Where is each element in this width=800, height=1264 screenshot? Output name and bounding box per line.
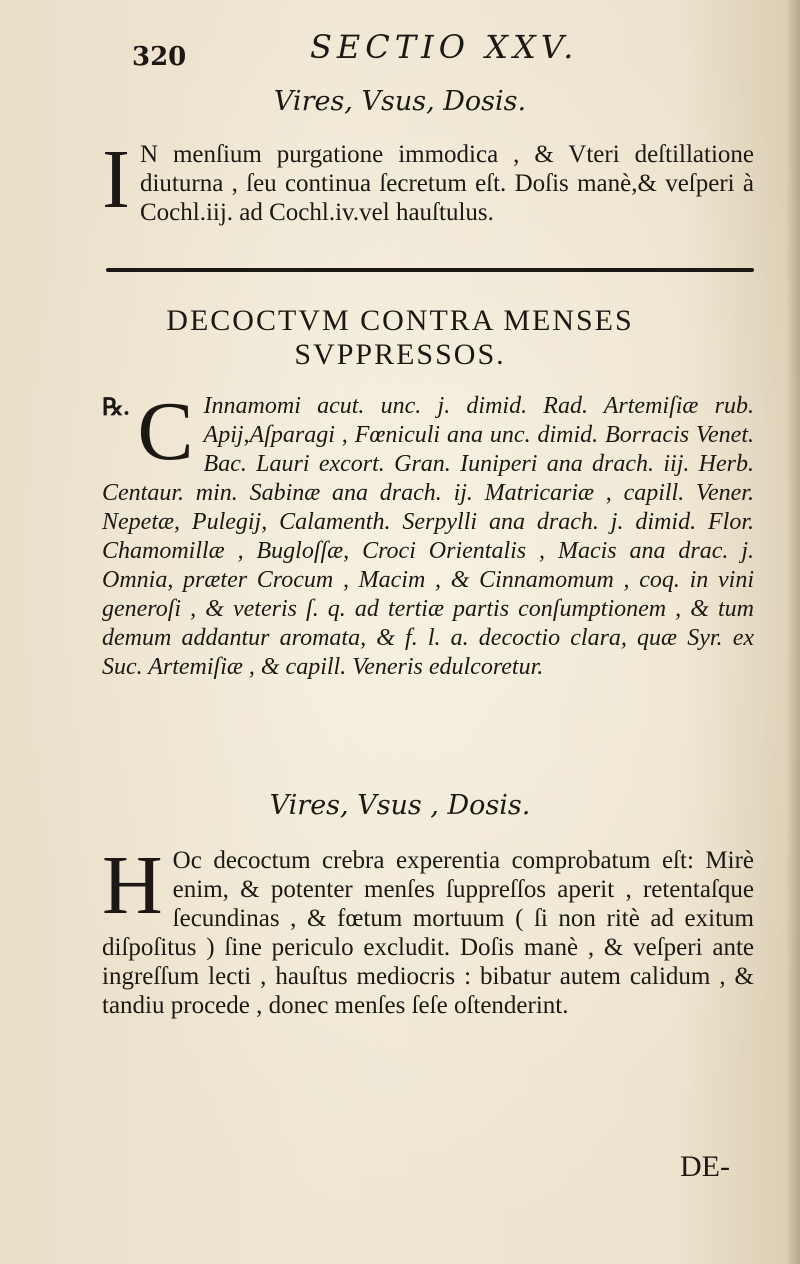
- page-header: [0, 28, 800, 72]
- section2-paragraph: [102, 839, 754, 1020]
- section1-text: N menſium purgatione immodica , & Vteri deſtillatione diuturna , ſeu continua ſecretum eſt. Doſis manè,& veſperi à Cochl.iij. ad Cochl.iv.vel hauſtulus.: [139, 141, 754, 226]
- decoctum-title-line1: DECOCTVM CONTRA MENSES: [166, 304, 634, 337]
- page-edge-shadow: [786, 0, 800, 1264]
- decoctum-title-line2: SVPPRESSOS.: [294, 338, 506, 371]
- catchword: DE-: [680, 1150, 730, 1183]
- running-head: SECTIO XXV.: [310, 28, 579, 66]
- section1-dropcap: I: [102, 133, 130, 226]
- recipe-paragraph: [102, 385, 754, 682]
- recipe-dropcap: C: [137, 385, 194, 478]
- recipe-symbol: ℞.: [102, 395, 130, 421]
- section2-text: Oc decoctum crebra experentia comprobatum eſt: Mirè enim, & potenter menſes ſuppreſſos aperit , retentaſque ſecundinas , & fœtum mortuum ( ſi non ritè ad exitum diſpoſitus ) ſine periculo excludit. Doſis manè , & veſperi ante ingreſſum lecti , hauſtus mediocris : bibatur autem calidum , & tandiu procede , donec menſes ſeſe oſtenderint.: [102, 847, 754, 1019]
- recipe-text: Innamomi acut. unc. j. dimid. Rad. Artemiſiæ rub. Apij,Aſparagi , Fœniculi ana unc. dimid. Borracis Venet. Bac. Lauri excort. Gran. Iuniperi ana drach. iij. Herb. Centaur. min. Sabinæ ana drach. ij. Matricariæ , capill. Vener. Nepetæ, Pulegij, Calamenth. Serpylli ana drach. j. dimid. Flor. Chamomillæ , Bugloſſæ, Croci Orientalis , Macis ana drac. j. Omnia, præter Crocum , Macim , & Cinnamomum , coq. in vini generoſi , & veteris ſ. q. ad tertiæ partis conſumptionem , & tum demum addantur aromata, & f. l. a. decoctio clara, quæ Syr. ex Suc. Artemiſiæ , & capill. Veneris edulcoretur.: [102, 393, 754, 680]
- section2-dropcap: H: [102, 839, 163, 932]
- section1-heading: Vires, Vsus, Dosis.: [273, 86, 527, 117]
- section2-heading: Vires, Vsus , Dosis.: [269, 790, 531, 821]
- section1-paragraph: [102, 133, 754, 227]
- divider-rule: [106, 268, 754, 272]
- page-number: 320: [132, 42, 187, 72]
